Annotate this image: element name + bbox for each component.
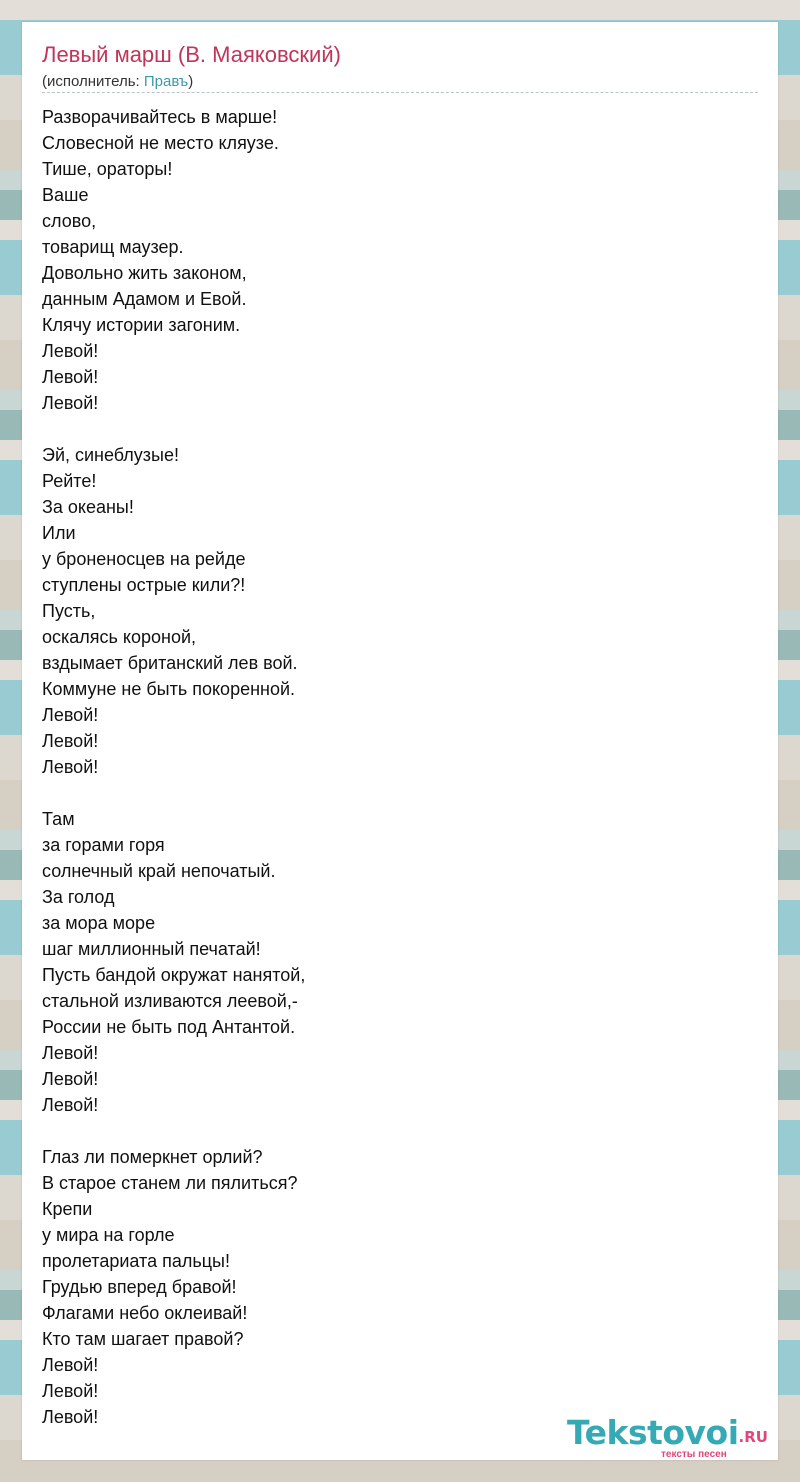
lyric-line: России не быть под Антантой. bbox=[42, 1017, 296, 1037]
lyric-line: Ваше bbox=[42, 185, 89, 205]
lyric-line: Левой! bbox=[42, 341, 99, 361]
artist-prefix: (исполнитель: bbox=[42, 73, 144, 90]
artist-suffix: ) bbox=[188, 73, 194, 90]
lyric-line: Левой! bbox=[42, 731, 99, 751]
lyric-line: Левой! bbox=[42, 757, 99, 777]
lyric-line: Левой! bbox=[42, 1095, 99, 1115]
lyric-line: Левой! bbox=[42, 1355, 99, 1375]
stanza-3 bbox=[42, 806, 305, 1118]
lyric-line: Коммуне не быть покоренной. bbox=[42, 679, 296, 699]
lyric-line: Тише, ораторы! bbox=[42, 159, 173, 179]
lyric-line: За голод bbox=[42, 887, 115, 907]
lyric-line: Грудью вперед бравой! bbox=[42, 1277, 237, 1297]
lyric-line: В старое станем ли пялиться? bbox=[42, 1173, 298, 1193]
lyric-line: Пусть бандой окружат нанятой, bbox=[42, 965, 306, 985]
lyric-line: Флагами небо оклеивай! bbox=[42, 1303, 248, 1323]
lyric-line: Довольно жить законом, bbox=[42, 263, 247, 283]
lyric-line: Или bbox=[42, 523, 76, 543]
lyric-line: Левой! bbox=[42, 1069, 99, 1089]
lyric-line: ступлены острые кили?! bbox=[42, 575, 246, 595]
stanza-2 bbox=[42, 442, 305, 780]
lyric-line: Рейте! bbox=[42, 471, 97, 491]
lyric-line: Разворачивайтесь в марше! bbox=[42, 107, 278, 127]
lyric-line: шаг миллионный печатай! bbox=[42, 939, 261, 959]
lyric-line: товарищ маузер. bbox=[42, 237, 184, 257]
lyric-line: стальной изливаются леевой,- bbox=[42, 991, 298, 1011]
lyric-line: слово, bbox=[42, 211, 97, 231]
lyric-line: Левой! bbox=[42, 367, 99, 387]
stanza-1 bbox=[42, 104, 305, 416]
lyric-line: Там bbox=[42, 809, 75, 829]
logo-tagline: тексты песен bbox=[661, 1449, 727, 1460]
lyrics-card bbox=[22, 22, 778, 1460]
lyric-line: Словесной не место кляузе. bbox=[42, 133, 279, 153]
lyric-line: Левой! bbox=[42, 1381, 99, 1401]
lyric-line: оскалясь короной, bbox=[42, 627, 197, 647]
lyric-line: Глаз ли померкнет орлий? bbox=[42, 1147, 263, 1167]
lyric-line: Клячу истории загоним. bbox=[42, 315, 241, 335]
artist-line bbox=[42, 73, 758, 93]
lyric-line: пролетариата пальцы! bbox=[42, 1251, 230, 1271]
lyric-line: за мора море bbox=[42, 913, 156, 933]
lyric-line: у мира на горле bbox=[42, 1225, 175, 1245]
lyric-line: Пусть, bbox=[42, 601, 96, 621]
lyric-line: За океаны! bbox=[42, 497, 134, 517]
song-title: Левый марш (В. Маяковский) bbox=[42, 42, 341, 67]
lyric-line: солнечный край непочатый. bbox=[42, 861, 276, 881]
logo-tld: .RU bbox=[738, 1428, 768, 1446]
lyric-line: Левой! bbox=[42, 1407, 99, 1427]
lyric-line: Кто там шагает правой? bbox=[42, 1329, 244, 1349]
lyric-line: Крепи bbox=[42, 1199, 93, 1219]
logo-name: Tekstovoi bbox=[567, 1413, 739, 1452]
lyric-line: Левой! bbox=[42, 393, 99, 413]
lyric-line: данным Адамом и Евой. bbox=[42, 289, 247, 309]
lyrics-text bbox=[42, 104, 305, 1456]
lyric-line: вздымает британский лев вой. bbox=[42, 653, 298, 673]
artist-link[interactable]: Правъ bbox=[143, 73, 189, 90]
lyric-line: у броненосцев на рейде bbox=[42, 549, 246, 569]
lyric-line: за горами горя bbox=[42, 835, 165, 855]
site-logo[interactable] bbox=[567, 1415, 772, 1460]
stanza-4 bbox=[42, 1144, 305, 1430]
lyric-line: Левой! bbox=[42, 705, 99, 725]
lyric-line: Эй, синеблузые! bbox=[42, 445, 180, 465]
lyric-line: Левой! bbox=[42, 1043, 99, 1063]
